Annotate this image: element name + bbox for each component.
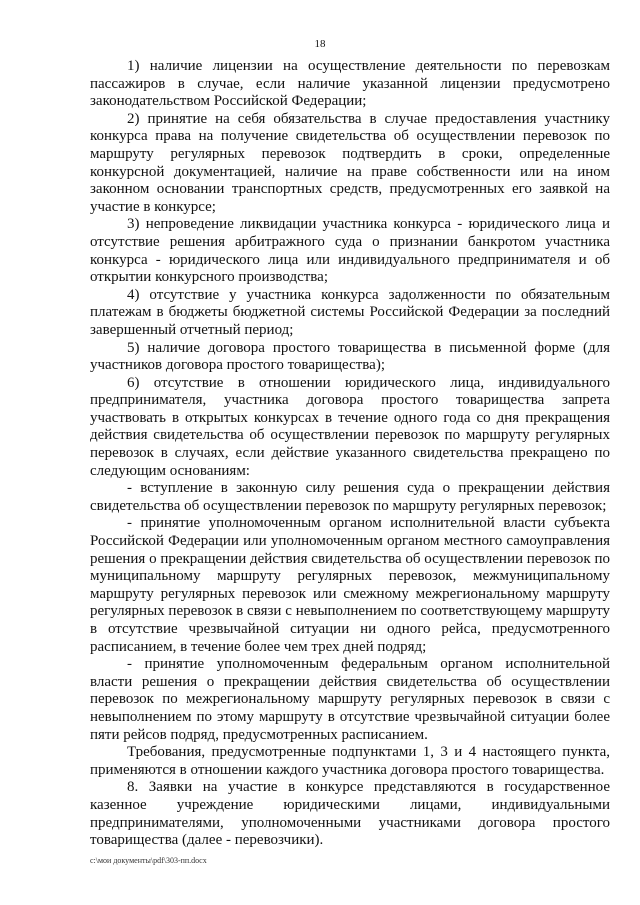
paragraph-subitem-federal: - принятие уполномоченным федеральным органом исполнительной власти решения о прекращении действия свидетельства об осуществлении перевозок по межрегиональному маршруту регулярных перевозок в связи с невыполнением по этому маршруту в отсутствие чрезвычайной ситуации более пяти рейсов подряд, предусмотренных расписанием. <box>90 656 610 743</box>
paragraph-item-8: 8. Заявки на участие в конкурсе представляются в государственное казенное учреждение юридическими лицами, индивидуальными предпринимателями, уполномоченными участниками договора простого товарищества (далее - перевозчики). <box>90 779 610 849</box>
paragraph-subitem-regional: - принятие уполномоченным органом исполнительной власти субъекта Российской Федерации или уполномоченным органом местного самоуправления решения о прекращении действия свидетельства об осуществлении перевозок по муниципальному маршруту регулярных перевозок, межмуниципальному маршруту регулярных перевозок или смежному межрегиональному маршруту регулярных перевозок в связи с невыполнением по соответствующему маршруту в отсутствие чрезвычайной ситуации ни одного рейса, предусмотренного расписанием, в течение более чем трех дней подряд; <box>90 515 610 655</box>
paragraph-subitem-court: - вступление в законную силу решения суда о прекращении действия свидетельства об осуществлении перевозок по маршруту регулярных перевозок; <box>90 480 610 514</box>
paragraph-item-3: 3) непроведение ликвидации участника конкурса - юридического лица и отсутствие решения арбитражного суда о признании банкротом участника конкурса - юридического лица или индивидуального предпринимателя и об открытии конкурсного производства; <box>90 216 610 286</box>
footer-file-path: c:\мои документы\pdf\303-пп.docx <box>90 856 207 865</box>
paragraph-item-4: 4) отсутствие у участника конкурса задолженности по обязательным платежам в бюджеты бюджетной системы Российской Федерации за последний завершенный отчетный период; <box>90 286 610 338</box>
paragraph-item-5: 5) наличие договора простого товарищества в письменной форме (для участников договора простого товарищества); <box>90 339 610 374</box>
page-number: 18 <box>314 38 326 50</box>
document-body <box>90 58 610 850</box>
paragraph-item-6: 6) отсутствие в отношении юридического лица, индивидуального предпринимателя, участника договора простого товарищества запрета участвовать в открытых конкурсах в течение одного года со дня прекращения действия свидетельства об осуществлении перевозок по маршруту регулярных перевозок в случаях, если действие указанного свидетельства прекращено по следующим основаниям: <box>90 374 610 479</box>
paragraph-requirements-note: Требования, предусмотренные подпунктами 1, 3 и 4 настоящего пункта, применяются в отношении каждого участника договора простого товарищества. <box>90 744 610 778</box>
paragraph-item-1: 1) наличие лицензии на осуществление деятельности по перевозкам пассажиров в случае, если наличие указанной лицензии предусмотрено законодательством Российской Федерации; <box>90 58 610 110</box>
paragraph-item-2: 2) принятие на себя обязательства в случае предоставления участнику конкурса права на получение свидетельства об осуществлении перевозок по маршруту регулярных перевозок подтвердить в сроки, определенные конкурсной документацией, наличие на праве собственности или на ином законном основании транспортных средств, предусмотренных его заявкой на участие в конкурсе; <box>90 110 610 215</box>
